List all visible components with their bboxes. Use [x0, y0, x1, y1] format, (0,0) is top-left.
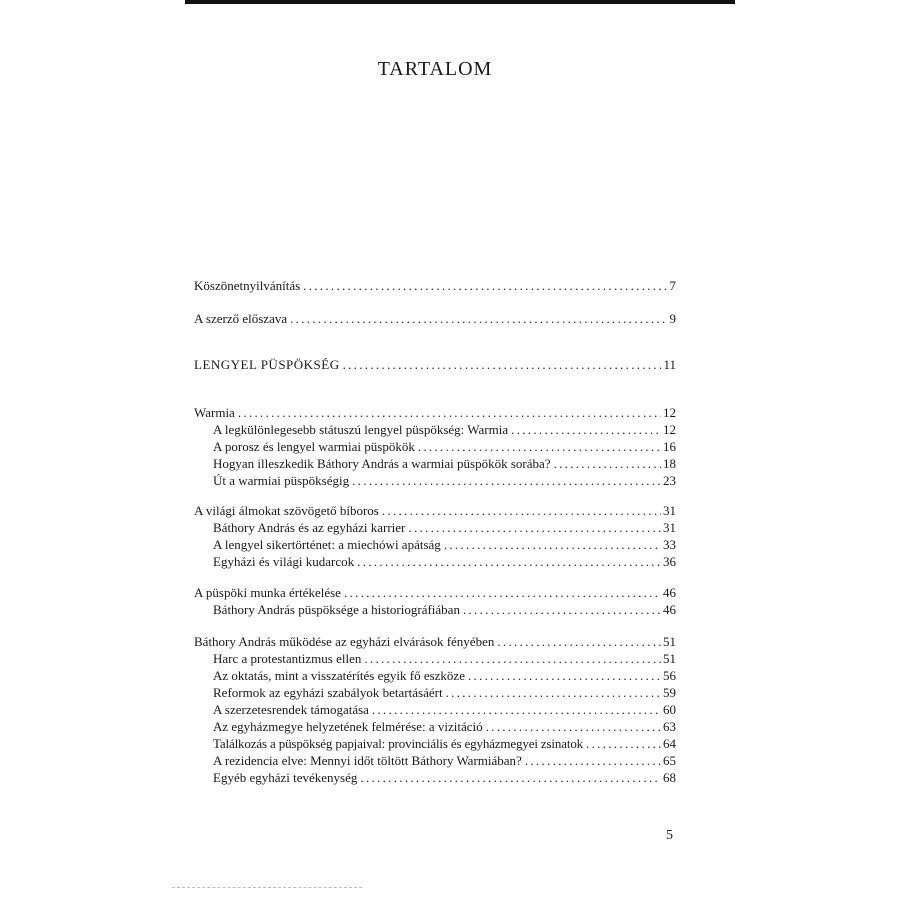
toc-entry-page: 16 [663, 439, 676, 454]
toc-entry-label: A rezidencia elve: Mennyi időt töltött Báthory Warmiában? [213, 753, 522, 768]
toc-leader-dots [238, 404, 661, 422]
toc-entry[interactable] [213, 421, 676, 439]
toc-leader-dots [446, 684, 661, 702]
toc-entry-page: 46 [663, 602, 676, 617]
toc-entry[interactable] [213, 667, 676, 685]
toc-entry-label: LENGYEL PÜSPÖKSÉG [194, 357, 340, 372]
scan-artifact-line [172, 887, 362, 888]
toc-entry-label: A porosz és lengyel warmiai püspökök [213, 439, 415, 454]
toc-leader-dots [352, 472, 661, 490]
toc-leader-dots [554, 455, 661, 473]
toc-entry-label: A világi álmokat szövögető bíboros [194, 503, 379, 518]
toc-entry-page: 64 [663, 736, 676, 751]
toc-entry-page: 60 [663, 702, 676, 717]
toc-entry[interactable] [213, 601, 676, 619]
toc-entry-page: 51 [663, 651, 676, 666]
toc-entry[interactable] [194, 633, 676, 651]
toc-entry-label: Találkozás a püspökség papjaival: provinciális és egyházmegyei zsinatok [213, 736, 584, 751]
toc-leader-dots [444, 536, 661, 554]
toc-entry-label: Warmia [194, 405, 235, 420]
toc-entry-page: 12 [663, 422, 676, 437]
toc-entry-page: 68 [663, 770, 676, 785]
toc-entry[interactable] [194, 277, 676, 295]
toc-entry-label: Az egyházmegye helyzetének felmérése: a vizitáció [213, 719, 483, 734]
toc-leader-dots [382, 502, 661, 520]
toc-entry-label: Báthory András és az egyházi karrier [213, 520, 406, 535]
toc-entry-page: 63 [663, 719, 676, 734]
toc-entry-page: 65 [663, 753, 676, 768]
toc-entry-label: Harc a protestantizmus ellen [213, 651, 362, 666]
toc-entry-page: 56 [663, 668, 676, 683]
toc-entry[interactable] [213, 519, 676, 537]
toc-entry-label: Egyházi és világi kudarcok [213, 554, 355, 569]
top-border-line [185, 0, 735, 4]
toc-entry-label: A legkülönlegesebb státuszú lengyel püspökség: Warmia [213, 422, 509, 437]
page-number: 5 [666, 828, 673, 843]
toc-entry-page: 59 [663, 685, 676, 700]
toc-entry-page: 18 [663, 456, 676, 471]
toc-entry[interactable] [213, 752, 676, 770]
toc-entry[interactable] [213, 438, 676, 456]
toc-entry-page: 31 [663, 520, 676, 535]
toc-entry[interactable] [213, 536, 676, 554]
toc-entry[interactable] [213, 472, 676, 490]
toc-leader-dots [360, 769, 661, 787]
toc-entry[interactable] [213, 650, 676, 668]
toc-leader-dots [418, 438, 661, 456]
toc-entry-page: 36 [663, 554, 676, 569]
toc-entry-label: A szerzetesrendek támogatása [213, 702, 369, 717]
toc-entry-page: 11 [663, 357, 676, 372]
toc-leader-dots [344, 584, 661, 602]
toc-entry-page: 12 [663, 405, 676, 420]
toc-entry-page: 46 [663, 585, 676, 600]
toc-entry-page: 9 [669, 311, 676, 326]
toc-leader-dots [343, 356, 662, 374]
toc-entry-page: 23 [663, 473, 676, 488]
toc-entry-page: 31 [663, 503, 676, 518]
toc-entry-label: Báthory András püspöksége a historiográfiában [213, 602, 460, 617]
toc-leader-dots [486, 718, 661, 736]
toc-leader-dots [511, 421, 661, 439]
toc-entry[interactable] [194, 404, 676, 422]
toc-entry[interactable] [213, 718, 676, 736]
toc-leader-dots [408, 519, 661, 537]
toc-entry[interactable] [194, 356, 676, 374]
toc-entry-page: 7 [669, 278, 676, 293]
toc-entry-page: 33 [663, 537, 676, 552]
toc-entry[interactable] [194, 502, 676, 520]
toc-entry-label: Reformok az egyházi szabályok betartásáért [213, 685, 443, 700]
toc-leader-dots [468, 667, 661, 685]
toc-leader-dots [357, 553, 661, 571]
toc-leader-dots [303, 277, 667, 295]
toc-entry-label: Út a warmiai püspökségig [213, 473, 350, 488]
toc-entry-label: Egyéb egyházi tevékenység [213, 770, 358, 785]
toc-leader-dots [290, 310, 667, 328]
toc-leader-dots [463, 601, 661, 619]
toc-entry-label: Báthory András működése az egyházi elvárások fényében [194, 634, 495, 649]
page-title: TARTALOM [377, 58, 493, 80]
toc-entry[interactable] [213, 735, 676, 753]
toc-leader-dots [497, 633, 661, 651]
toc-leader-dots [586, 735, 661, 753]
toc-entry-page: 51 [663, 634, 676, 649]
toc-entry[interactable] [213, 701, 676, 719]
toc-entry[interactable] [213, 684, 676, 702]
toc-entry[interactable] [213, 769, 676, 787]
toc-entry[interactable] [213, 553, 676, 571]
toc-entry[interactable] [194, 310, 676, 328]
toc-entry-label: A püspöki munka értékelése [194, 585, 341, 600]
toc-entry-label: Köszönetnyilvánítás [194, 278, 301, 293]
toc-entry-label: Hogyan illeszkedik Báthory András a warmiai püspökök sorába? [213, 456, 551, 471]
toc-entry-label: A szerző előszava [194, 311, 288, 326]
toc-leader-dots [525, 752, 661, 770]
toc-entry-label: Az oktatás, mint a visszatérítés egyik fő eszköze [213, 668, 465, 683]
toc-entry[interactable] [213, 455, 676, 473]
toc-leader-dots [372, 701, 661, 719]
toc-leader-dots [364, 650, 661, 668]
toc-entry-label: A lengyel sikertörténet: a miechówi apátság [213, 537, 441, 552]
toc-entry[interactable] [194, 584, 676, 602]
